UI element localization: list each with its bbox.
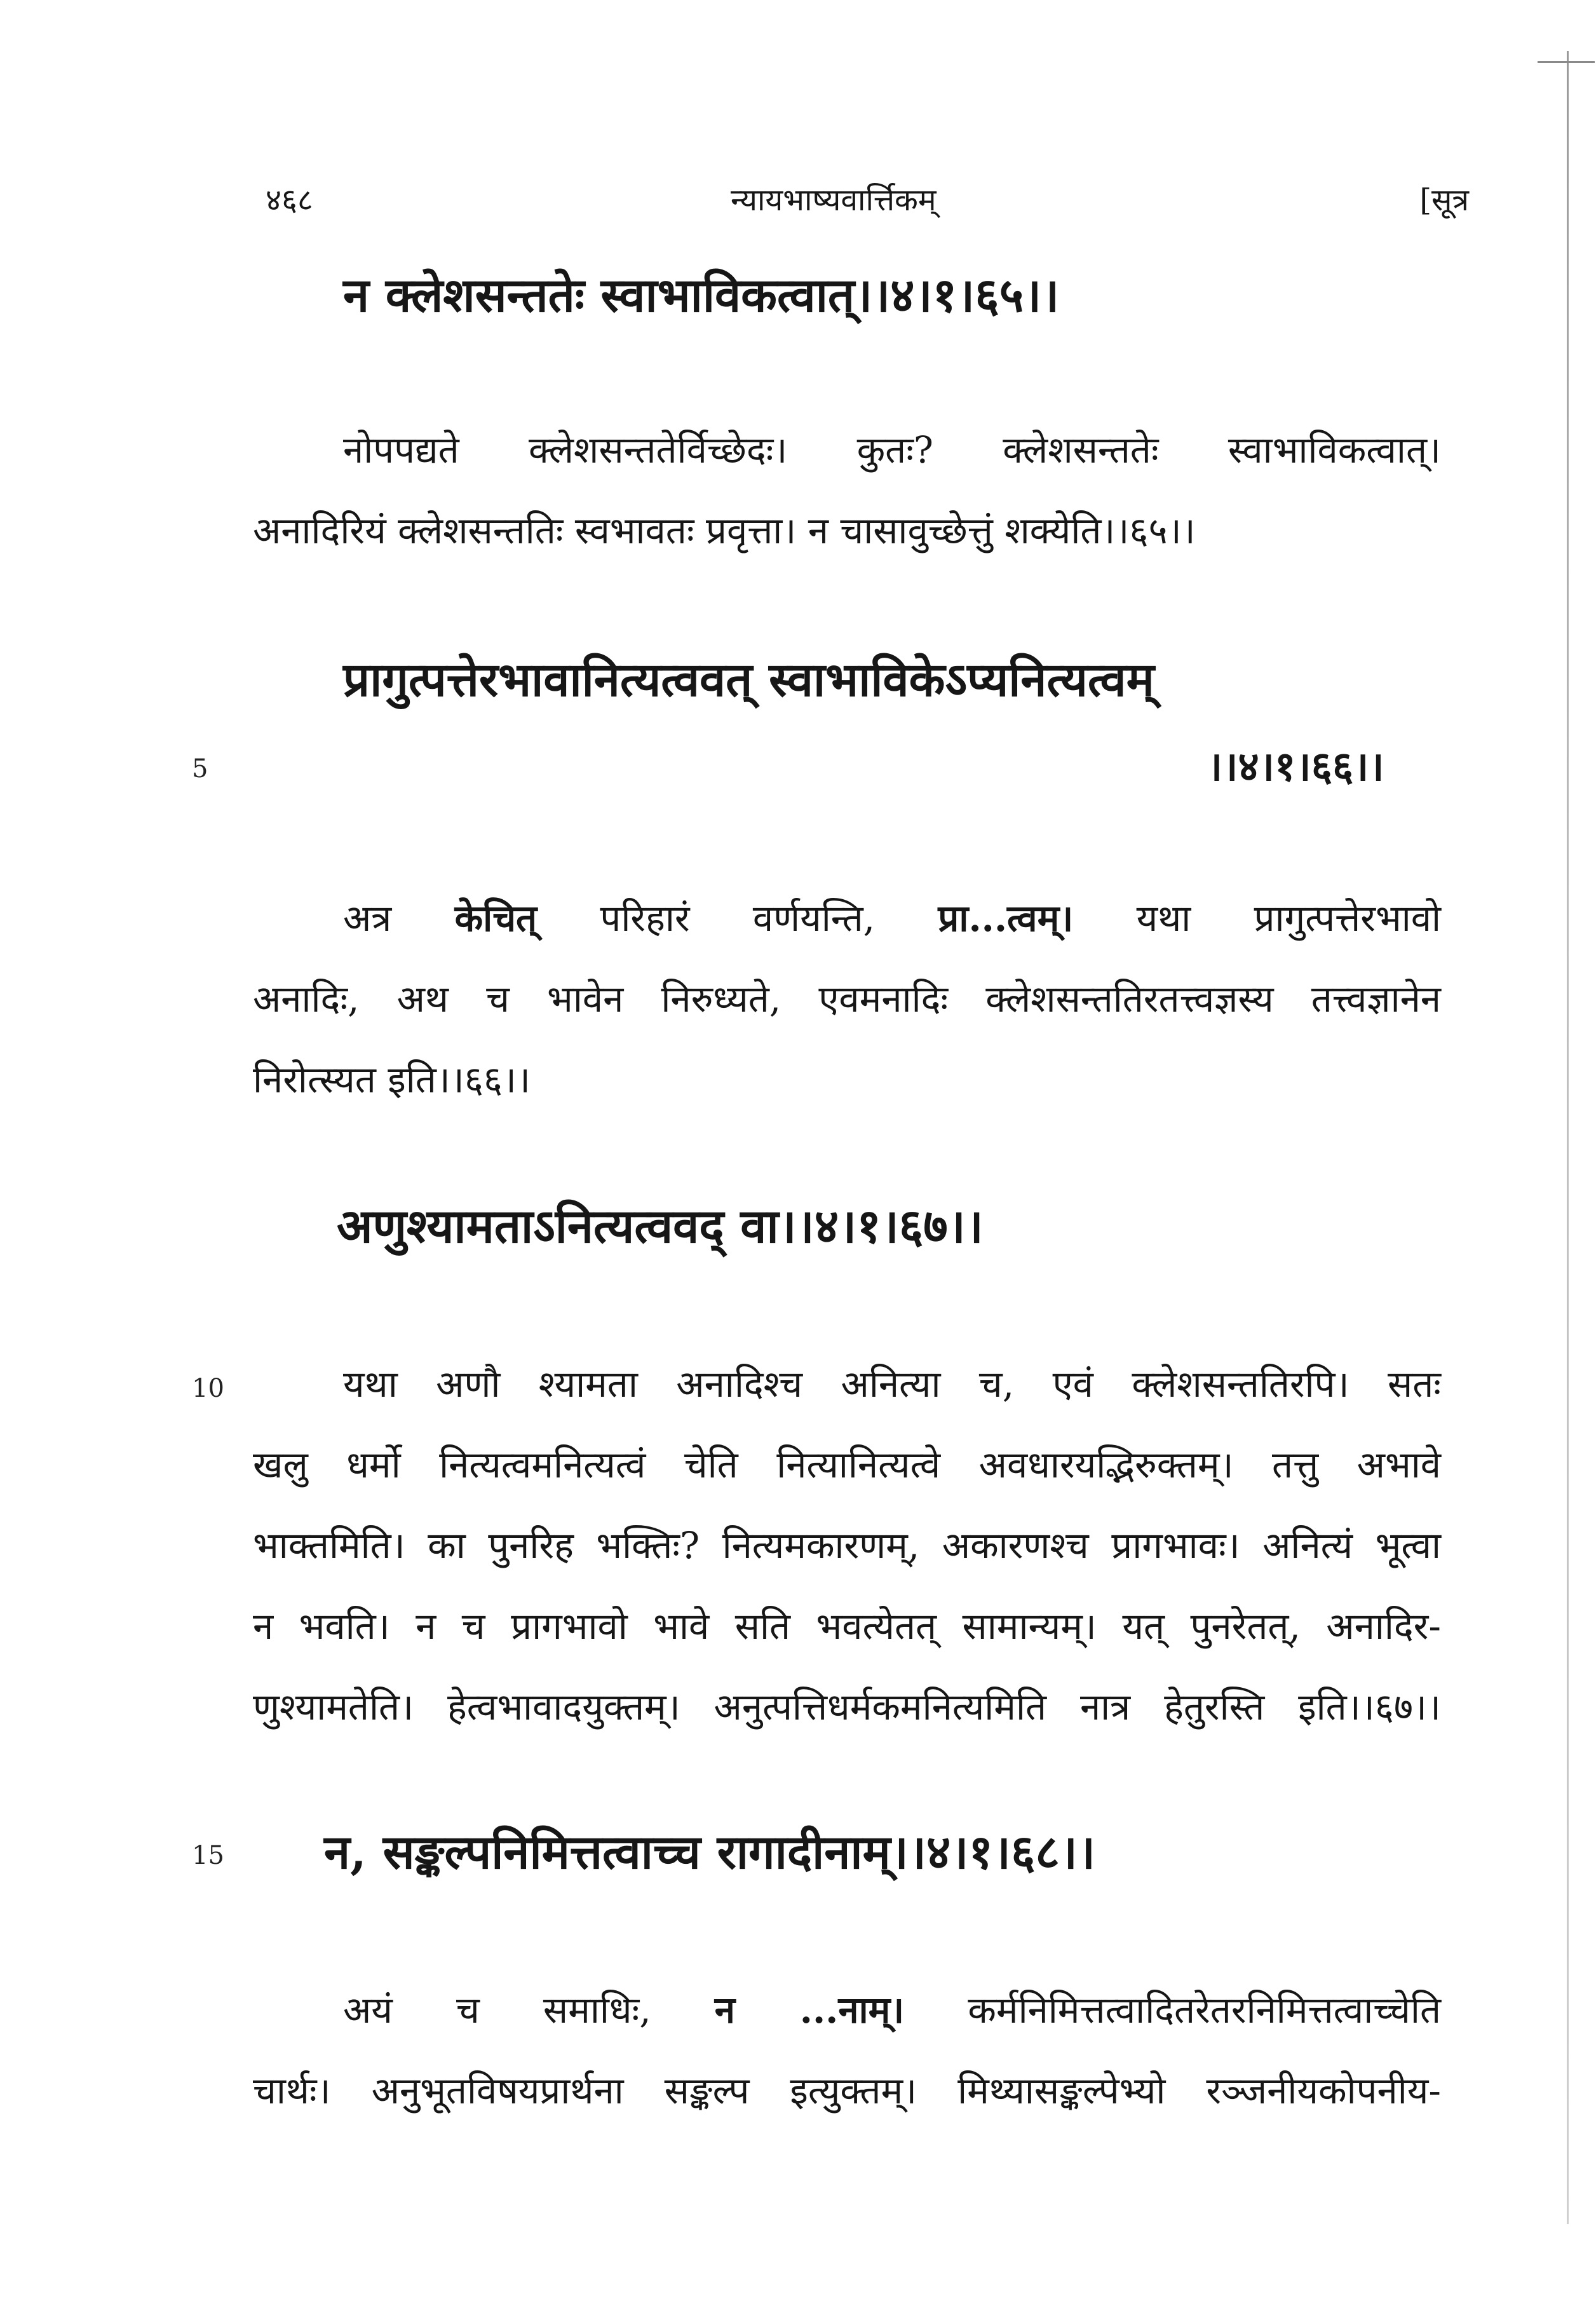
- commentary-67-line-4: न भवति। न च प्रागभावो भावे सति भवत्येतत् सामान्यम्। यत् पुनरेतत्, अनादिर-: [253, 1605, 1441, 1648]
- commentary-68-text: कर्मनिमित्तत्वादितरेतरनिमित्तत्वाच्चेति: [968, 1988, 1442, 2032]
- commentary-67-line-1: यथा अणौ श्यामता अनादिश्च अनित्या च, एवं क्लेशसन्ततिरपि। सतः: [343, 1362, 1441, 1406]
- running-title: न्यायभाष्यवार्त्तिकम्: [731, 182, 937, 218]
- commentary-67-line-5: णुश्यामतेति। हेत्वभावादयुक्तम्। अनुत्पत्तिधर्मकमनित्यमिति नात्र हेतुरस्ति इति।।६७।।: [253, 1685, 1441, 1728]
- commentary-67-line-2: खलु धर्मो नित्यत्वमनित्यत्वं चेति नित्यानित्यत्वे अवधारयद्भिरुक्तम्। तत्तु अभावे: [253, 1443, 1441, 1486]
- line-number-5: 5: [192, 754, 208, 784]
- scan-edge-mark: [1538, 61, 1595, 63]
- commentary-66-line-1: [343, 890, 1441, 947]
- commentary-66-text: यथा प्रागुत्पत्तेरभावो: [1136, 897, 1442, 940]
- commentary-68-line-1: [343, 1981, 1441, 2039]
- commentary-68-line-2: चार्थः। अनुभूतविषयप्रार्थना सङ्कल्प इत्युक्तम्। मिथ्यासङ्कल्पेभ्यो रञ्जनीयकोपनीय-: [253, 2069, 1441, 2112]
- sutra-65: न क्लेशसन्ततेः स्वाभाविकत्वात्।।४।१।६५।।: [343, 268, 1060, 323]
- commentary-65-line-1: नोपपद्यते क्लेशसन्ततेर्विच्छेदः। कुतः? क्लेशसन्ततेः स्वाभाविकत्वात्।: [343, 428, 1441, 472]
- commentary-65-line-2: अनादिरियं क्लेशसन्ततिः स्वभावतः प्रवृत्ता। न चासावुच्छेत्तुं शक्येति।।६५।।: [253, 509, 1196, 552]
- commentary-66-line-2: अनादिः, अथ च भावेन निरुध्यते, एवमनादिः क्लेशसन्ततिरतत्त्वज्ञस्य तत्त्वज्ञानेन: [253, 977, 1441, 1021]
- sutra-67: अणुश्यामताऽनित्यत्ववद् वा।।४।१।६७।।: [337, 1199, 984, 1254]
- section-label: [सूत्र: [1419, 182, 1469, 218]
- sutra-68: न, सङ्कल्पनिमित्तत्वाच्च रागादीनाम्।।४।१।६८।।: [324, 1825, 1096, 1880]
- page-number: ४६८: [266, 182, 313, 218]
- line-number-10: 10: [192, 1374, 224, 1403]
- sutra-66: प्रागुत्पत्तेरभावानित्यत्ववत् स्वाभाविकेऽप्यनित्यत्वम्: [343, 653, 1154, 707]
- commentary-66-line-3: निरोत्स्यत इति।।६६।।: [253, 1058, 531, 1101]
- commentary-68-bold-pratika: न ...नाम्।: [714, 1988, 905, 2032]
- commentary-66-text: परिहारं वर्णयन्ति,: [600, 897, 876, 940]
- scan-page-edge: [1567, 51, 1569, 2224]
- commentary-68-text: अयं च समाधिः,: [343, 1988, 651, 2032]
- commentary-66-bold-kecit: केचित्: [454, 897, 538, 940]
- sutra-66-number: ।।४।१।६६।।: [1207, 743, 1384, 791]
- commentary-66-bold-pratika: प्रा...त्वम्।: [938, 897, 1074, 940]
- commentary-66-text: अत्र: [343, 897, 392, 940]
- line-number-15: 15: [192, 1841, 224, 1870]
- commentary-67-line-3: भाक्तमिति। का पुनरिह भक्तिः? नित्यमकारणम्, अकारणश्च प्रागभावः। अनित्यं भूत्वा: [253, 1524, 1441, 1567]
